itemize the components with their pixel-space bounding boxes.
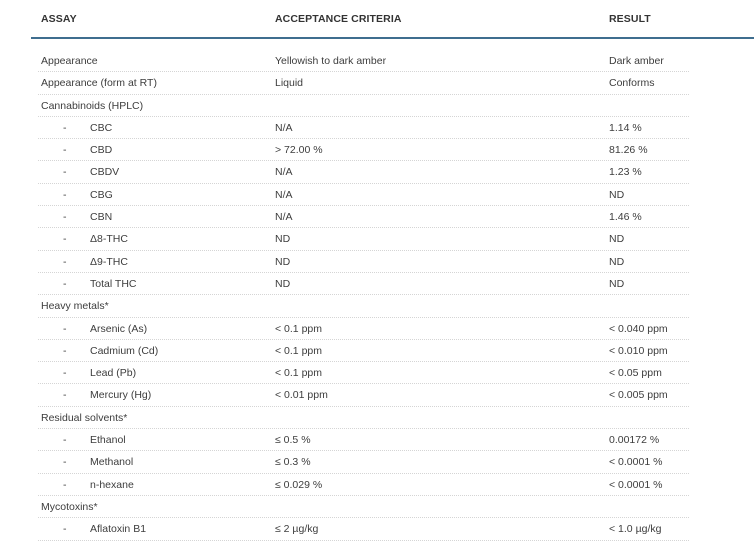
assay-name: CBDV [90,166,120,179]
assay-table-body [0,50,754,541]
table-row [0,429,754,451]
table-row [0,139,754,161]
row-separator [38,540,689,541]
assay-name: Total THC [90,277,137,290]
table-row [0,518,754,540]
list-dash: - [63,389,67,402]
acceptance-criteria: N/A [275,121,293,134]
table-row [0,273,754,295]
assay-name: Methanol [90,456,134,469]
acceptance-criteria: ND [275,277,291,290]
acceptance-criteria: ND [275,233,291,246]
acceptance-criteria: Yellowish to dark amber [275,55,387,67]
list-dash: - [63,121,67,134]
result-value: 1.23 % [609,166,642,179]
assay-name: CBD [90,144,113,157]
list-dash: - [63,456,67,469]
result-value: ND [609,277,625,290]
acceptance-criteria: Liquid [275,77,304,90]
result-value: < 0.005 ppm [609,389,668,402]
assay-name: Δ9-THC [90,255,128,268]
assay-name: CBN [90,211,113,224]
table-header [0,0,754,38]
result-value: ND [609,255,625,268]
acceptance-criteria: < 0.1 ppm [275,344,322,357]
list-dash: - [63,434,67,447]
list-dash: - [63,144,67,157]
table-row [0,228,754,250]
table-row [0,362,754,384]
category-row [0,407,754,429]
result-value: < 1.0 µg/kg [609,523,662,536]
acceptance-criteria: ≤ 2 µg/kg [275,523,319,536]
list-dash: - [63,367,67,380]
acceptance-criteria: < 0.1 ppm [275,322,322,335]
list-dash: - [63,188,67,201]
result-value: ND [609,233,625,246]
header-acceptance-criteria: ACCEPTANCE CRITERIA [275,13,402,25]
result-value: < 0.040 ppm [609,322,668,335]
acceptance-criteria: ND [275,255,291,268]
result-value: < 0.0001 % [609,478,663,491]
acceptance-criteria: ≤ 0.3 % [275,456,311,469]
category-row [0,95,754,117]
list-dash: - [63,277,67,290]
table-row [0,384,754,406]
table-row [0,206,754,228]
result-value: ND [609,188,625,201]
acceptance-criteria: ≤ 0.029 % [275,478,323,491]
result-value: < 0.05 ppm [609,367,662,380]
assay-name: Arsenic (As) [90,322,148,335]
assay-name: CBG [90,188,113,201]
assay-name: CBC [90,121,113,134]
category-row [0,50,754,72]
result-value: 81.26 % [609,144,648,157]
category-row [0,496,754,518]
list-dash: - [63,255,67,268]
list-dash: - [63,322,67,335]
result-value: < 0.0001 % [609,456,663,469]
acceptance-criteria: N/A [275,188,293,201]
assay-name: Mercury (Hg) [90,389,152,402]
assay-name: Δ8-THC [90,233,128,246]
acceptance-criteria: N/A [275,166,293,179]
table-row [0,318,754,340]
assay-name: Cannabinoids (HPLC) [41,99,144,112]
table-row [0,474,754,496]
result-value: 1.46 % [609,211,642,224]
acceptance-criteria: N/A [275,211,293,224]
assay-name: Cadmium (Cd) [90,344,159,357]
result-value: Dark amber [609,55,664,67]
assay-name: Heavy metals* [41,300,109,313]
result-value: Conforms [609,77,655,90]
list-dash: - [63,166,67,179]
acceptance-criteria: < 0.1 ppm [275,367,322,380]
list-dash: - [63,344,67,357]
result-value: 0.00172 % [609,434,660,447]
category-row [0,295,754,317]
header-result: RESULT [609,13,651,25]
table-row [0,451,754,473]
assay-name: Lead (Pb) [90,367,137,380]
table-row [0,161,754,183]
acceptance-criteria: < 0.01 ppm [275,389,328,402]
result-value: < 0.010 ppm [609,344,668,357]
assay-name: Residual solvents* [41,411,128,424]
header-rule [31,37,754,39]
assay-name: Appearance (form at RT) [41,77,157,90]
header-assay: ASSAY [41,13,77,25]
list-dash: - [63,211,67,224]
list-dash: - [63,233,67,246]
list-dash: - [63,478,67,491]
category-row [0,72,754,94]
table-row [0,251,754,273]
assay-name: Ethanol [90,434,126,447]
acceptance-criteria: > 72.00 % [275,144,323,157]
result-value: 1.14 % [609,121,642,134]
assay-name: Mycotoxins* [41,500,98,513]
table-row [0,340,754,362]
acceptance-criteria: ≤ 0.5 % [275,434,311,447]
table-row [0,184,754,206]
assay-name: Appearance [41,55,98,67]
assay-name: n-hexane [90,478,134,491]
table-row [0,117,754,139]
assay-name: Aflatoxin B1 [90,523,147,536]
list-dash: - [63,523,67,536]
